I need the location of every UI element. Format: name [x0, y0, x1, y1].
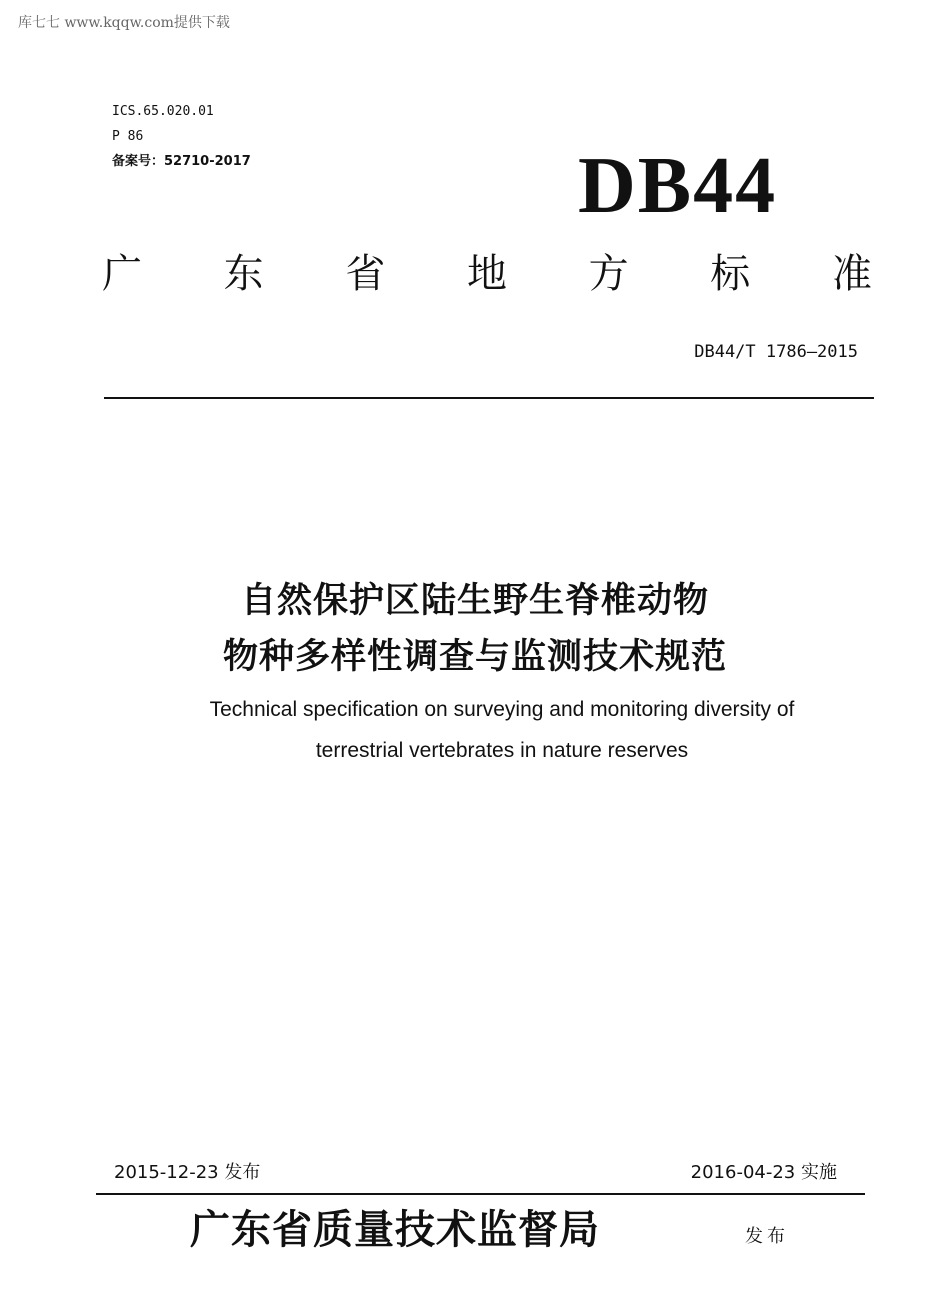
- heading-char: 标: [710, 251, 751, 297]
- standard-code-logo: DB44: [578, 142, 778, 230]
- heading-char: 准: [831, 251, 872, 297]
- publish-label: 发布: [745, 1226, 789, 1247]
- classification-code: P 86: [112, 129, 144, 144]
- ics-code: ICS.65.020.01: [112, 104, 214, 119]
- standard-number: DB44/T 1786—2015: [694, 342, 858, 362]
- heading-char: 广: [102, 251, 142, 297]
- issuing-authority: 广东省质量技术监督局: [190, 1206, 600, 1253]
- filing-number: 备案号：52710-2017: [112, 154, 251, 169]
- watermark-text: 库七七 www.kqqw.com提供下载: [18, 15, 230, 31]
- title-en-line-2: terrestrial vertebrates in nature reserves: [315, 739, 689, 762]
- title-en-line-1: Technical specification on surveying and monitoring diversity of: [209, 698, 795, 721]
- footer-divider: [96, 1193, 865, 1195]
- heading-char: 省: [345, 251, 386, 297]
- standard-type-heading: [102, 248, 872, 300]
- title-cn-line-2: 物种多样性调查与监测技术规范: [222, 637, 727, 677]
- heading-char: 方: [588, 251, 629, 297]
- heading-char: 地: [466, 251, 507, 297]
- header-divider: [104, 397, 874, 399]
- implementation-date: 2016-04-23 实施: [690, 1162, 837, 1183]
- issue-date: 2015-12-23 发布: [114, 1162, 261, 1183]
- heading-char: 东: [223, 251, 264, 297]
- title-cn-line-1: 自然保护区陆生野生脊椎动物: [240, 581, 709, 621]
